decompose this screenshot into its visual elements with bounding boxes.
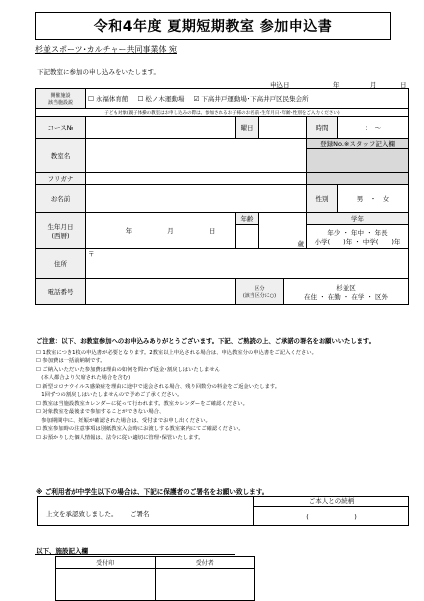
- note-item: ☐ 参加費は一括前納制です。: [36, 358, 106, 364]
- note-item: ☐ 対象教室を最後まで参加することができない場合、: [36, 409, 165, 415]
- phone-label: 電話番号: [36, 279, 86, 305]
- furigana-value[interactable]: [86, 173, 307, 185]
- office-col-receiver: 受付者: [155, 557, 255, 569]
- course-label: コース№: [36, 117, 86, 139]
- ward-value[interactable]: [284, 279, 409, 305]
- note-item: ☐ 教室は当施設教室カレンダーに従って行われます。教室カレンダーをご確認ください。: [36, 400, 248, 407]
- facility-option-matsunoki[interactable]: ☐ 松ノ木運動場: [137, 95, 185, 103]
- postal-mark: 〒: [88, 250, 95, 258]
- birth-value[interactable]: [86, 213, 236, 249]
- application-date-label: 申込日: [270, 81, 290, 89]
- application-date-year: 年: [333, 81, 340, 89]
- note-item: 1回ずつの割戻しはいたしませんので予めご了承ください。: [36, 392, 183, 398]
- facility-option-shimotakaido[interactable]: ☑ 下高井戸運動場･下高井戸区民集会所: [193, 95, 309, 103]
- registration-value: [307, 149, 409, 173]
- organization: 杉並スポーツ･カルチャー共同事業体 宛: [35, 45, 177, 54]
- birth-month: 月: [167, 227, 174, 235]
- classroom-value[interactable]: [86, 139, 307, 173]
- grade-value[interactable]: [307, 225, 409, 249]
- day-value[interactable]: [259, 117, 307, 139]
- note-item: ☐ 教室参加時の注意事項は別紙教室入会時にお渡しする教室案内にてご確認ください。: [36, 426, 244, 432]
- ward-options: 在住 ・ 在勤 ・ 在学 ・ 区外: [304, 292, 388, 301]
- office-col-stamp: 受付印: [56, 557, 156, 569]
- notes-head: ご注意：以下、お教室参加へのお申込みありがとうございます。下記、ご熟読の上、ご承諾の署名をお願いいたします。: [36, 338, 376, 345]
- facility-option-eifuku[interactable]: ☐ 永福体育館: [88, 95, 129, 103]
- office-table: [55, 556, 255, 601]
- note-item: ☐ ご納入いただいた参加費は理由の如何を問わず返金･割戻しはいたしません: [36, 366, 220, 373]
- day-label: 曜日: [236, 117, 259, 139]
- notice-row: 子ども対象(親子体操の教室はお申し込みの際は、参加されるお子様のお名前･生年月日･年齢･性別をご入力ください): [36, 109, 409, 117]
- guardian-head: ※ ご利用者が中学生以下の場合は、下記に保護者のご署名をお願い致します。: [36, 488, 269, 496]
- notes-section: [36, 338, 408, 442]
- birth-label: 生年月日 (西暦): [36, 213, 86, 249]
- ward-label: 区分 (該当区分に○): [236, 279, 284, 305]
- grade-line1: 年少 ・ 年中 ・ 年長: [327, 228, 388, 237]
- guardian-signature-label: ご署名: [130, 510, 150, 518]
- name-value[interactable]: [86, 185, 307, 213]
- age-label: 年齢: [236, 213, 259, 225]
- note-item: ☐ お預かりした個人情報は、法令に従い適切に管理･保管いたします。: [36, 434, 204, 441]
- office-stamp-cell: [56, 569, 156, 601]
- facility-options[interactable]: [86, 89, 409, 109]
- name-label: お名前: [36, 185, 86, 213]
- time-value[interactable]: ： ～: [338, 117, 409, 139]
- birth-year: 年: [125, 227, 133, 235]
- registration-label: 登録No.※スタッフ記入欄: [307, 139, 409, 149]
- address-value[interactable]: [86, 249, 409, 279]
- guardian-relation-label: ご本人との続柄: [254, 497, 409, 507]
- note-item: 参加期間中に、妊娠が確認された場合は、受付までお申し出ください。: [36, 417, 211, 424]
- phone-value[interactable]: [86, 279, 236, 305]
- grade-label: 学年: [307, 213, 409, 225]
- gender-label: 性別: [307, 185, 338, 213]
- application-date-day: 日: [400, 81, 407, 89]
- facility-label: 開催施設 該当施設説: [36, 89, 86, 109]
- intro-text: 下記教室に参加の申し込みをいたします。: [37, 68, 160, 76]
- time-label: 時間: [307, 117, 338, 139]
- note-item: ☐ 新型コロナウイルス感染症を理由に途中で退会される場合、残り回数分の料金をご返金いたします。: [36, 383, 281, 390]
- age-unit: 歳: [297, 240, 304, 248]
- office-divider: [35, 554, 235, 555]
- birth-day: 日: [208, 227, 216, 235]
- registration-blank: [307, 173, 409, 185]
- application-date-month: 月: [370, 81, 377, 89]
- age-value[interactable]: [259, 213, 307, 249]
- office-head: 以下、施設記入欄: [36, 547, 88, 555]
- course-value[interactable]: [86, 117, 236, 139]
- page-title: 令和4年度 夏期短期教室 参加申込書: [35, 12, 391, 40]
- office-receiver-cell: [155, 569, 255, 601]
- age-spacer: [236, 225, 259, 249]
- furigana-label: フリガナ: [36, 173, 86, 185]
- guardian-agree: 上文を承認致しました。: [46, 510, 118, 518]
- guardian-relation-value[interactable]: ( ): [306, 513, 357, 521]
- note-item: ☐ 1教室につき1枚の申込書が必要となります。2教室以上申込される場合は、申込教室分の申込書をご記入ください。: [36, 349, 317, 356]
- gender-value[interactable]: 男 ・ 女: [338, 185, 409, 213]
- guardian-box: [37, 496, 409, 526]
- application-form: [35, 88, 409, 305]
- ward-title: 杉並区: [336, 283, 356, 292]
- grade-line2: 小学( )年 ・ 中学( )年: [314, 237, 401, 246]
- note-item: (本人都合より欠席された場合を含む): [36, 375, 131, 381]
- classroom-label: 教室名: [36, 139, 86, 173]
- address-label: 住所: [36, 249, 86, 279]
